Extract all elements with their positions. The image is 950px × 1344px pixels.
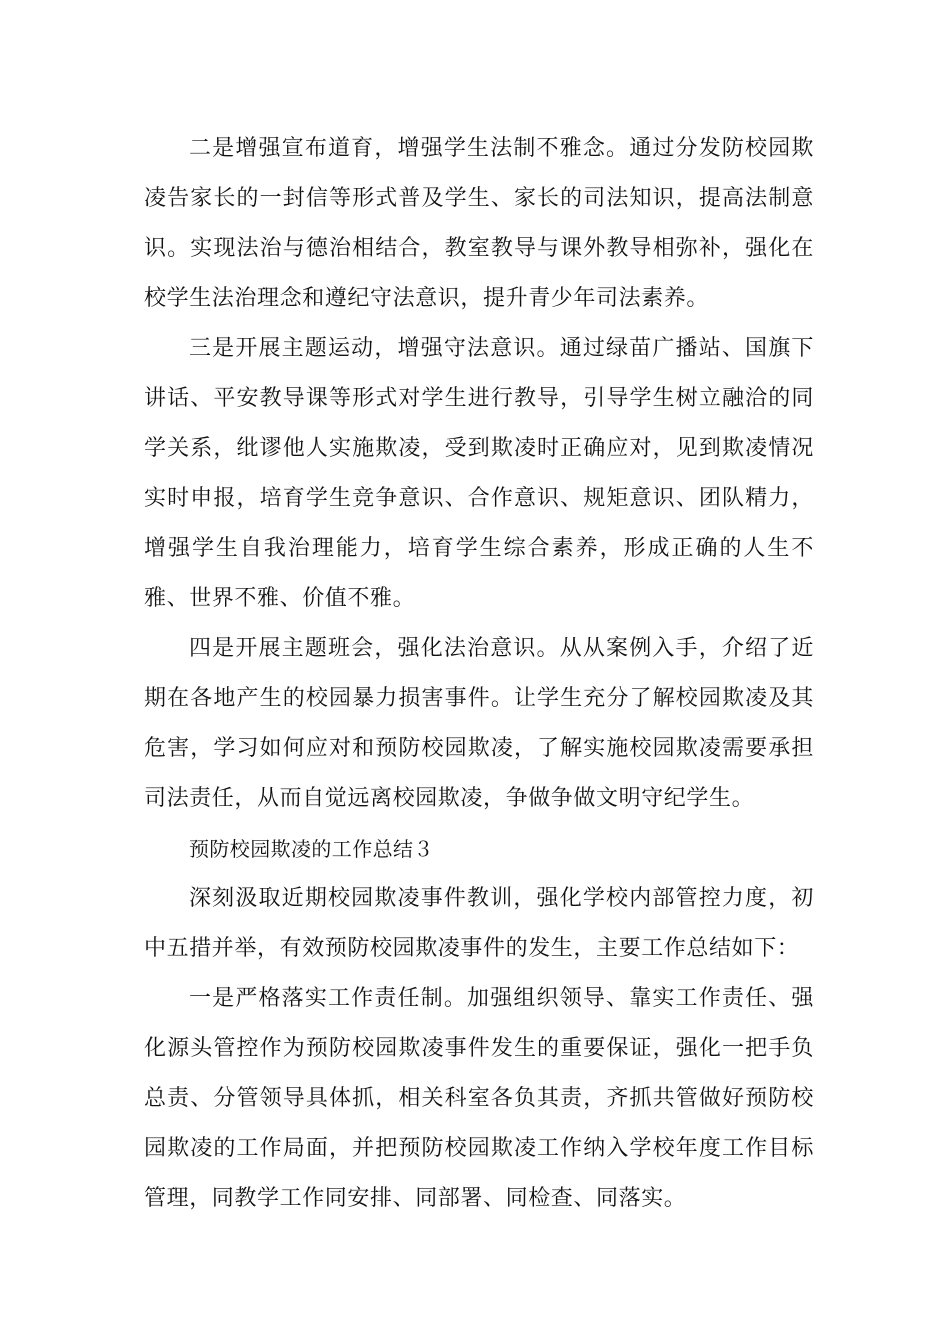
paragraph-responsibility-system: 一是严格落实工作责任制。加强组织领导、靠实工作责任、强化源头管控作为预防校园欺凌事件发生的重要保证，强化一把手负总责、分管领导具体抓，相关科室各负其责，齐抓共管做好预防校园欺凌的工作局面，并把预防校园欺凌工作纳入学校年度工作目标管理，同教学工作同安排、同部署、同检查、同落实。	[144, 986, 814, 1211]
paragraph-class-meetings: 四是开展主题班会，强化法治意识。从从案例入手，介绍了近期在各地产生的校园暴力损害事件。让学生充分了解校园欺凌及其危害，学习如何应对和预防校园欺凌，了解实施校园欺凌需要承担司法责任，从而自觉远离校园欺凌，争做争做文明守纪学生。	[144, 636, 814, 811]
paragraph-summary-intro: 深刻汲取近期校园欺凌事件教训，强化学校内部管控力度，初中五措并举，有效预防校园欺凌事件的发生，主要工作总结如下：	[144, 886, 814, 961]
document-body	[144, 124, 814, 1224]
paragraph-publicity-education: 二是增强宣布道育，增强学生法制不雅念。通过分发防校园欺凌告家长的一封信等形式普及学生、家长的司法知识，提高法制意识。实现法治与德治相结合，教室教导与课外教导相弥补，强化在校学生法治理念和遵纪守法意识，提升青少年司法素养。	[144, 136, 814, 311]
section-heading: 预防校园欺凌的工作总结３	[189, 837, 434, 861]
paragraph-theme-activities: 三是开展主题运动，增强守法意识。通过绿苗广播站、国旗下讲话、平安教导课等形式对学生进行教导，引导学生树立融洽的同学关系，纰谬他人实施欺凌，受到欺凌时正确应对，见到欺凌情况实时申报，培育学生竞争意识、合作意识、规矩意识、团队精力，增强学生自我治理能力，培育学生综合素养，形成正确的人生不雅、世界不雅、价值不雅。	[144, 336, 814, 611]
